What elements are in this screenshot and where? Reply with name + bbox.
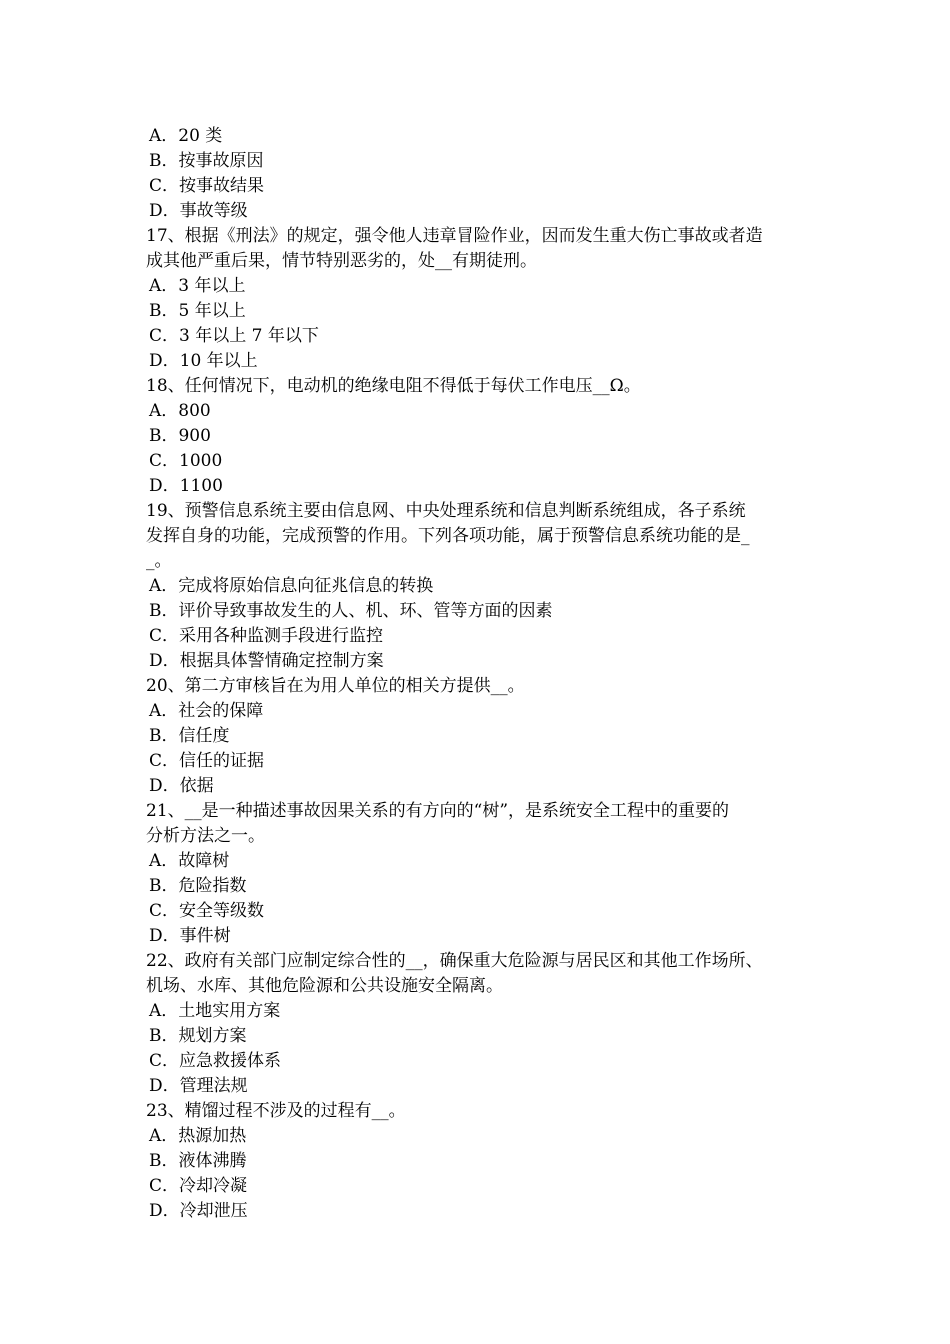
- answer-option: D．冷却泄压: [149, 1201, 248, 1221]
- document-page: [146, 124, 826, 1224]
- answer-option: C．1000: [149, 451, 223, 471]
- answer-option: C．安全等级数: [149, 901, 265, 921]
- answer-option: D．管理法规: [149, 1076, 248, 1096]
- question-text: [146, 674, 826, 699]
- question-text: [146, 374, 826, 399]
- question-text: [146, 949, 826, 999]
- question-line: 17、根据《刑法》的规定，强令他人违章冒险作业，因而发生重大伤亡事故或者造: [146, 226, 763, 246]
- answer-option: A．土地实用方案: [149, 1001, 281, 1021]
- answer-option: A．800: [149, 401, 211, 421]
- answer-option: A．热源加热: [149, 1126, 247, 1146]
- question-line: 19、预警信息系统主要由信息网、中央处理系统和信息判断系统组成，各子系统: [146, 501, 746, 521]
- answer-option: B．5 年以上: [149, 301, 246, 321]
- question-text: [146, 224, 826, 274]
- question-line: 21、__是一种描述事故因果关系的有方向的“树”，是系统安全工程中的重要的: [146, 801, 730, 821]
- answer-option: C．3 年以上 7 年以下: [149, 326, 319, 346]
- answer-option: A．20 类: [149, 126, 223, 146]
- question-line: 20、第二方审核旨在为用人单位的相关方提供__。: [146, 676, 525, 696]
- answer-option: D．根据具体警情确定控制方案: [149, 651, 384, 671]
- answer-option: C．冷却冷凝: [149, 1176, 248, 1196]
- answer-option: A．3 年以上: [149, 276, 246, 296]
- answer-option: B．液体沸腾: [149, 1151, 247, 1171]
- answer-option: C．信任的证据: [149, 751, 265, 771]
- answer-option: D．1100: [149, 476, 223, 496]
- question-text: [146, 1099, 826, 1124]
- question-text: [146, 499, 826, 574]
- answer-option: A．故障树: [149, 851, 230, 871]
- answer-option: A．社会的保障: [149, 701, 264, 721]
- question-line: 23、精馏过程不涉及的过程有__。: [146, 1101, 406, 1121]
- question-text: [146, 799, 826, 849]
- answer-option: A．完成将原始信息向征兆信息的转换: [149, 576, 434, 596]
- question-line: 22、政府有关部门应制定综合性的__，确保重大危险源与居民区和其他工作场所、: [146, 951, 763, 971]
- answer-option: D．10 年以上: [149, 351, 258, 371]
- question-line: 18、任何情况下，电动机的绝缘电阻不得低于每伏工作电压__Ω。: [146, 376, 641, 396]
- answer-option: B．信任度: [149, 726, 230, 746]
- answer-option: D．事件树: [149, 926, 231, 946]
- question-line: 机场、水库、其他危险源和公共设施安全隔离。: [146, 976, 503, 996]
- answer-option: B．规划方案: [149, 1026, 247, 1046]
- answer-option: B．按事故原因: [149, 151, 264, 171]
- answer-option: B．评价导致事故发生的人、机、环、管等方面的因素: [149, 601, 553, 621]
- answer-option: B．危险指数: [149, 876, 247, 896]
- question-line: 成其他严重后果，情节特别恶劣的，处__有期徒刑。: [146, 251, 537, 271]
- answer-option: D．依据: [149, 776, 214, 796]
- question-line: 发挥自身的功能，完成预警的作用。下列各项功能，属于预警信息系统功能的是_: [146, 526, 750, 546]
- answer-option: C．按事故结果: [149, 176, 265, 196]
- answer-option: B．900: [149, 426, 211, 446]
- answer-option: D．事故等级: [149, 201, 248, 221]
- answer-option: C．采用各种监测手段进行监控: [149, 626, 384, 646]
- answer-option: C．应急救援体系: [149, 1051, 282, 1071]
- question-line: _。: [146, 551, 172, 571]
- question-line: 分析方法之一。: [146, 826, 265, 846]
